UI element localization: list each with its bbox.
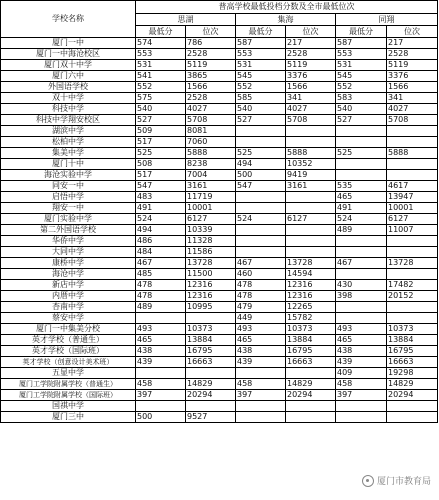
sihu-rank-cell: 11328	[186, 236, 236, 247]
tongxiang-rank-cell: 5708	[387, 115, 438, 126]
sihu-rank-cell: 7004	[186, 170, 236, 181]
sihu-min-score-cell: 494	[136, 225, 186, 236]
jihai-min-score-cell: 524	[236, 214, 286, 225]
jihai-rank-cell: 20294	[286, 390, 336, 401]
tongxiang-rank-cell: 20294	[387, 390, 438, 401]
school-name: 松柏中学	[1, 137, 136, 148]
sihu-min-score-cell: 553	[136, 49, 186, 60]
sihu-rank-cell: 10001	[186, 203, 236, 214]
tongxiang-min-score-cell: 398	[336, 291, 387, 302]
tongxiang-min-score-cell: 409	[336, 368, 387, 379]
sihu-rank-cell	[186, 313, 236, 324]
watermark-text: 厦门市教育局	[376, 477, 431, 487]
jihai-rank-cell: 4027	[286, 104, 336, 115]
sihu-rank-cell: 10373	[186, 324, 236, 335]
tongxiang-rank-cell	[387, 401, 438, 412]
tongxiang-rank-cell: 17482	[387, 280, 438, 291]
jihai-min-score-cell	[236, 412, 286, 423]
district-header-tongxiang: 同翔	[336, 14, 438, 26]
tongxiang-min-score-cell: 493	[336, 324, 387, 335]
sihu-min-score-cell: 465	[136, 335, 186, 346]
rank-header: 位次	[387, 26, 438, 38]
sihu-min-score-cell: 524	[136, 214, 186, 225]
sihu-min-score-cell: 458	[136, 379, 186, 390]
school-name: 同安一中	[1, 181, 136, 192]
tongxiang-rank-cell	[387, 269, 438, 280]
sihu-min-score-cell: 541	[136, 71, 186, 82]
sihu-rank-cell: 11586	[186, 247, 236, 258]
jihai-rank-cell: 9419	[286, 170, 336, 181]
sihu-min-score-cell: 493	[136, 324, 186, 335]
school-name: 双十中学	[1, 93, 136, 104]
school-name: 英才学校（普通生）	[1, 335, 136, 346]
table-row	[1, 170, 438, 181]
sihu-rank-cell: 2528	[186, 93, 236, 104]
tongxiang-rank-cell	[387, 236, 438, 247]
jihai-rank-cell: 341	[286, 93, 336, 104]
tongxiang-rank-cell: 10373	[387, 324, 438, 335]
sihu-rank-cell: 12316	[186, 280, 236, 291]
sihu-min-score-cell: 500	[136, 412, 186, 423]
jihai-rank-cell: 13728	[286, 258, 336, 269]
tongxiang-min-score-cell: 553	[336, 49, 387, 60]
sihu-min-score-cell: 484	[136, 247, 186, 258]
jihai-rank-cell	[286, 247, 336, 258]
sihu-min-score-cell: 575	[136, 93, 186, 104]
table-row	[1, 269, 438, 280]
jihai-min-score-cell: 465	[236, 335, 286, 346]
sihu-min-score-cell: 485	[136, 269, 186, 280]
tongxiang-min-score-cell: 583	[336, 93, 387, 104]
jihai-rank-cell	[286, 368, 336, 379]
tongxiang-rank-cell: 13884	[387, 335, 438, 346]
tongxiang-rank-cell: 13728	[387, 258, 438, 269]
tongxiang-min-score-cell: 527	[336, 115, 387, 126]
sihu-rank-cell: 13884	[186, 335, 236, 346]
jihai-min-score-cell: 531	[236, 60, 286, 71]
tongxiang-rank-cell: 10001	[387, 203, 438, 214]
jihai-min-score-cell: 547	[236, 181, 286, 192]
school-name: 集美中学	[1, 148, 136, 159]
table-row	[1, 335, 438, 346]
district-header-sihu: 思湖	[136, 14, 236, 26]
school-name: 厦门一中集美分校	[1, 324, 136, 335]
jihai-rank-cell: 16795	[286, 346, 336, 357]
sihu-min-score-cell: 439	[136, 357, 186, 368]
jihai-min-score-cell: 500	[236, 170, 286, 181]
jihai-rank-cell: 10373	[286, 324, 336, 335]
school-name: 新店中学	[1, 280, 136, 291]
tongxiang-rank-cell: 16663	[387, 357, 438, 368]
jihai-rank-cell	[286, 225, 336, 236]
table-row	[1, 401, 438, 412]
tongxiang-rank-cell	[387, 126, 438, 137]
sihu-rank-cell: 786	[186, 38, 236, 49]
sihu-min-score-cell: 438	[136, 346, 186, 357]
school-name: 厦门双十中学	[1, 60, 136, 71]
tongxiang-min-score-cell: 458	[336, 379, 387, 390]
wechat-icon	[362, 475, 374, 487]
table-row	[1, 412, 438, 423]
jihai-min-score-cell: 438	[236, 346, 286, 357]
table-row	[1, 181, 438, 192]
jihai-min-score-cell: 525	[236, 148, 286, 159]
jihai-rank-cell: 14829	[286, 379, 336, 390]
sihu-rank-cell: 5708	[186, 115, 236, 126]
school-name: 科技中学	[1, 104, 136, 115]
jihai-rank-cell: 3161	[286, 181, 336, 192]
sihu-rank-cell: 7060	[186, 137, 236, 148]
min-score-header: 最低分	[236, 26, 286, 38]
table-row	[1, 82, 438, 93]
sihu-min-score-cell: 486	[136, 236, 186, 247]
tongxiang-rank-cell: 217	[387, 38, 438, 49]
jihai-min-score-cell: 478	[236, 291, 286, 302]
jihai-min-score-cell: 460	[236, 269, 286, 280]
school-name: 海沧实验中学	[1, 170, 136, 181]
sihu-rank-cell: 14829	[186, 379, 236, 390]
tongxiang-min-score-cell	[336, 247, 387, 258]
jihai-min-score-cell	[236, 137, 286, 148]
sihu-min-score-cell: 574	[136, 38, 186, 49]
school-name: 厦门三中	[1, 412, 136, 423]
sihu-min-score-cell: 509	[136, 126, 186, 137]
school-name: 厦门实验中学	[1, 214, 136, 225]
jihai-min-score-cell: 458	[236, 379, 286, 390]
jihai-min-score-cell: 552	[236, 82, 286, 93]
table-body	[1, 1, 438, 423]
table-row	[1, 258, 438, 269]
sihu-min-score-cell: 531	[136, 60, 186, 71]
tongxiang-min-score-cell: 438	[336, 346, 387, 357]
jihai-rank-cell: 16663	[286, 357, 336, 368]
sihu-rank-cell: 11500	[186, 269, 236, 280]
table-row	[1, 236, 438, 247]
school-name: 英才学校（创意设计美术班）	[1, 357, 136, 368]
table-row	[1, 93, 438, 104]
sihu-min-score-cell: 491	[136, 203, 186, 214]
sihu-min-score-cell: 527	[136, 115, 186, 126]
jihai-rank-cell: 12316	[286, 291, 336, 302]
sihu-min-score-cell: 552	[136, 82, 186, 93]
jihai-min-score-cell: 540	[236, 104, 286, 115]
tongxiang-min-score-cell: 552	[336, 82, 387, 93]
district-header-jihai: 集海	[236, 14, 336, 26]
sihu-rank-cell: 10995	[186, 302, 236, 313]
jihai-rank-cell: 5708	[286, 115, 336, 126]
tongxiang-min-score-cell	[336, 137, 387, 148]
jihai-rank-cell	[286, 137, 336, 148]
tongxiang-min-score-cell: 535	[336, 181, 387, 192]
tongxiang-min-score-cell	[336, 269, 387, 280]
tongxiang-min-score-cell	[336, 236, 387, 247]
tongxiang-min-score-cell	[336, 313, 387, 324]
sihu-min-score-cell: 483	[136, 192, 186, 203]
rank-header: 位次	[186, 26, 236, 38]
sihu-rank-cell	[186, 401, 236, 412]
tongxiang-rank-cell: 5119	[387, 60, 438, 71]
header-row-title	[1, 1, 438, 14]
jihai-min-score-cell: 527	[236, 115, 286, 126]
table-row	[1, 247, 438, 258]
tongxiang-rank-cell: 4617	[387, 181, 438, 192]
jihai-rank-cell	[286, 412, 336, 423]
sihu-rank-cell: 12316	[186, 291, 236, 302]
rank-header: 位次	[286, 26, 336, 38]
sihu-rank-cell: 9527	[186, 412, 236, 423]
tongxiang-rank-cell: 6127	[387, 214, 438, 225]
jihai-min-score-cell: 587	[236, 38, 286, 49]
jihai-min-score-cell: 467	[236, 258, 286, 269]
jihai-min-score-cell: 494	[236, 159, 286, 170]
school-name: 康桥中学	[1, 258, 136, 269]
tongxiang-rank-cell: 11007	[387, 225, 438, 236]
sihu-rank-cell	[186, 368, 236, 379]
jihai-rank-cell	[286, 126, 336, 137]
school-name: 第二外国语学校	[1, 225, 136, 236]
sihu-rank-cell: 3865	[186, 71, 236, 82]
sihu-rank-cell: 2528	[186, 49, 236, 60]
tongxiang-min-score-cell	[336, 126, 387, 137]
school-name: 科技中学翔安校区	[1, 115, 136, 126]
tongxiang-rank-cell: 13947	[387, 192, 438, 203]
jihai-min-score-cell: 478	[236, 280, 286, 291]
tongxiang-min-score-cell: 439	[336, 357, 387, 368]
sihu-rank-cell: 5119	[186, 60, 236, 71]
school-name: 启悟中学	[1, 192, 136, 203]
tongxiang-rank-cell: 19298	[387, 368, 438, 379]
school-name: 大同中学	[1, 247, 136, 258]
jihai-rank-cell: 10352	[286, 159, 336, 170]
school-name: 五显中学	[1, 368, 136, 379]
jihai-min-score-cell: 493	[236, 324, 286, 335]
tongxiang-rank-cell: 341	[387, 93, 438, 104]
table-row	[1, 148, 438, 159]
sihu-rank-cell: 13728	[186, 258, 236, 269]
jihai-rank-cell: 2528	[286, 49, 336, 60]
jihai-min-score-cell: 449	[236, 313, 286, 324]
school-name-header: 学校名称	[1, 1, 136, 38]
table-row	[1, 390, 438, 401]
sihu-rank-cell: 5888	[186, 148, 236, 159]
sihu-min-score-cell	[136, 368, 186, 379]
tongxiang-min-score-cell: 489	[336, 225, 387, 236]
jihai-min-score-cell: 439	[236, 357, 286, 368]
tongxiang-rank-cell: 2528	[387, 49, 438, 60]
tongxiang-min-score-cell: 467	[336, 258, 387, 269]
school-name: 翔安一中	[1, 203, 136, 214]
table-row	[1, 368, 438, 379]
tongxiang-rank-cell: 20152	[387, 291, 438, 302]
jihai-min-score-cell	[236, 236, 286, 247]
jihai-min-score-cell: 545	[236, 71, 286, 82]
jihai-rank-cell: 12316	[286, 280, 336, 291]
sihu-min-score-cell: 478	[136, 280, 186, 291]
school-name: 湖滨中学	[1, 126, 136, 137]
sihu-min-score-cell: 478	[136, 291, 186, 302]
jihai-rank-cell	[286, 203, 336, 214]
tongxiang-rank-cell: 5888	[387, 148, 438, 159]
sihu-rank-cell: 16795	[186, 346, 236, 357]
tongxiang-min-score-cell	[336, 302, 387, 313]
school-name: 海沧中学	[1, 269, 136, 280]
tongxiang-min-score-cell	[336, 412, 387, 423]
watermark	[360, 473, 433, 488]
tongxiang-rank-cell: 4027	[387, 104, 438, 115]
jihai-min-score-cell	[236, 247, 286, 258]
jihai-rank-cell	[286, 236, 336, 247]
jihai-rank-cell: 14594	[286, 269, 336, 280]
jihai-min-score-cell	[236, 126, 286, 137]
jihai-min-score-cell	[236, 192, 286, 203]
tongxiang-rank-cell	[387, 302, 438, 313]
school-name: 厦门一中海沧校区	[1, 49, 136, 60]
sihu-min-score-cell: 467	[136, 258, 186, 269]
table-row	[1, 38, 438, 49]
jihai-rank-cell: 12265	[286, 302, 336, 313]
table-row	[1, 346, 438, 357]
jihai-rank-cell: 217	[286, 38, 336, 49]
school-name: 厦门六中	[1, 71, 136, 82]
jihai-rank-cell: 13884	[286, 335, 336, 346]
tongxiang-rank-cell	[387, 159, 438, 170]
table-row	[1, 49, 438, 60]
table-row	[1, 324, 438, 335]
tongxiang-rank-cell: 16795	[387, 346, 438, 357]
tongxiang-min-score-cell: 491	[336, 203, 387, 214]
tongxiang-min-score-cell: 430	[336, 280, 387, 291]
tongxiang-min-score-cell: 545	[336, 71, 387, 82]
jihai-rank-cell: 3376	[286, 71, 336, 82]
table-row	[1, 159, 438, 170]
table-row	[1, 357, 438, 368]
school-name: 华侨中学	[1, 236, 136, 247]
tongxiang-min-score-cell: 524	[336, 214, 387, 225]
table-row	[1, 225, 438, 236]
table-row	[1, 104, 438, 115]
school-name: 蔡安中学	[1, 313, 136, 324]
sihu-min-score-cell: 547	[136, 181, 186, 192]
sihu-min-score-cell	[136, 401, 186, 412]
tongxiang-min-score-cell: 525	[336, 148, 387, 159]
sihu-min-score-cell: 517	[136, 137, 186, 148]
tongxiang-rank-cell	[387, 137, 438, 148]
sihu-min-score-cell: 540	[136, 104, 186, 115]
sihu-min-score-cell	[136, 313, 186, 324]
table-row	[1, 379, 438, 390]
table-row	[1, 71, 438, 82]
tongxiang-min-score-cell: 465	[336, 192, 387, 203]
sihu-rank-cell: 6127	[186, 214, 236, 225]
school-name: 内厝中学	[1, 291, 136, 302]
jihai-rank-cell: 15782	[286, 313, 336, 324]
jihai-min-score-cell	[236, 368, 286, 379]
table-title: 普高学校最低投档分数及全市最低位次	[136, 1, 438, 14]
sihu-rank-cell: 4027	[186, 104, 236, 115]
sihu-rank-cell: 20294	[186, 390, 236, 401]
table-row	[1, 302, 438, 313]
tongxiang-rank-cell: 14829	[387, 379, 438, 390]
min-score-header: 最低分	[136, 26, 186, 38]
table-row	[1, 291, 438, 302]
school-name: 国祺中学	[1, 401, 136, 412]
sihu-rank-cell: 11719	[186, 192, 236, 203]
table-row	[1, 203, 438, 214]
tongxiang-rank-cell	[387, 170, 438, 181]
sihu-rank-cell: 8081	[186, 126, 236, 137]
school-name: 厦门一中	[1, 38, 136, 49]
tongxiang-rank-cell: 1566	[387, 82, 438, 93]
tongxiang-min-score-cell	[336, 401, 387, 412]
jihai-rank-cell: 1566	[286, 82, 336, 93]
jihai-min-score-cell: 479	[236, 302, 286, 313]
tongxiang-min-score-cell: 540	[336, 104, 387, 115]
table-row	[1, 192, 438, 203]
sihu-rank-cell: 1566	[186, 82, 236, 93]
tongxiang-rank-cell	[387, 247, 438, 258]
sihu-rank-cell: 10339	[186, 225, 236, 236]
jihai-min-score-cell	[236, 401, 286, 412]
tongxiang-min-score-cell: 397	[336, 390, 387, 401]
tongxiang-min-score-cell: 531	[336, 60, 387, 71]
table-row	[1, 280, 438, 291]
school-name: 杏南中学	[1, 302, 136, 313]
min-score-header: 最低分	[336, 26, 387, 38]
jihai-rank-cell	[286, 401, 336, 412]
jihai-min-score-cell: 585	[236, 93, 286, 104]
jihai-rank-cell: 6127	[286, 214, 336, 225]
tongxiang-min-score-cell: 587	[336, 38, 387, 49]
jihai-min-score-cell	[236, 225, 286, 236]
school-name: 英才学校（国际班）	[1, 346, 136, 357]
sihu-rank-cell: 3161	[186, 181, 236, 192]
table-row	[1, 313, 438, 324]
sihu-min-score-cell: 397	[136, 390, 186, 401]
tongxiang-min-score-cell	[336, 159, 387, 170]
tongxiang-rank-cell	[387, 313, 438, 324]
jihai-min-score-cell: 397	[236, 390, 286, 401]
tongxiang-min-score-cell: 465	[336, 335, 387, 346]
jihai-rank-cell: 5888	[286, 148, 336, 159]
school-name: 厦门工学院附属学校（国际班）	[1, 390, 136, 401]
table-row	[1, 115, 438, 126]
sihu-rank-cell: 8238	[186, 159, 236, 170]
tongxiang-rank-cell: 3376	[387, 71, 438, 82]
jihai-min-score-cell: 553	[236, 49, 286, 60]
school-name: 厦门工学院附属学校（普通生）	[1, 379, 136, 390]
tongxiang-rank-cell	[387, 412, 438, 423]
table-row	[1, 126, 438, 137]
table-row	[1, 60, 438, 71]
sihu-min-score-cell: 517	[136, 170, 186, 181]
jihai-rank-cell: 5119	[286, 60, 336, 71]
sihu-rank-cell: 16663	[186, 357, 236, 368]
sihu-min-score-cell: 489	[136, 302, 186, 313]
jihai-rank-cell	[286, 192, 336, 203]
table-row	[1, 214, 438, 225]
school-name: 厦门十中	[1, 159, 136, 170]
school-name: 外国语学校	[1, 82, 136, 93]
sihu-min-score-cell: 508	[136, 159, 186, 170]
sihu-min-score-cell: 525	[136, 148, 186, 159]
table-row	[1, 137, 438, 148]
tongxiang-min-score-cell	[336, 170, 387, 181]
jihai-min-score-cell	[236, 203, 286, 214]
